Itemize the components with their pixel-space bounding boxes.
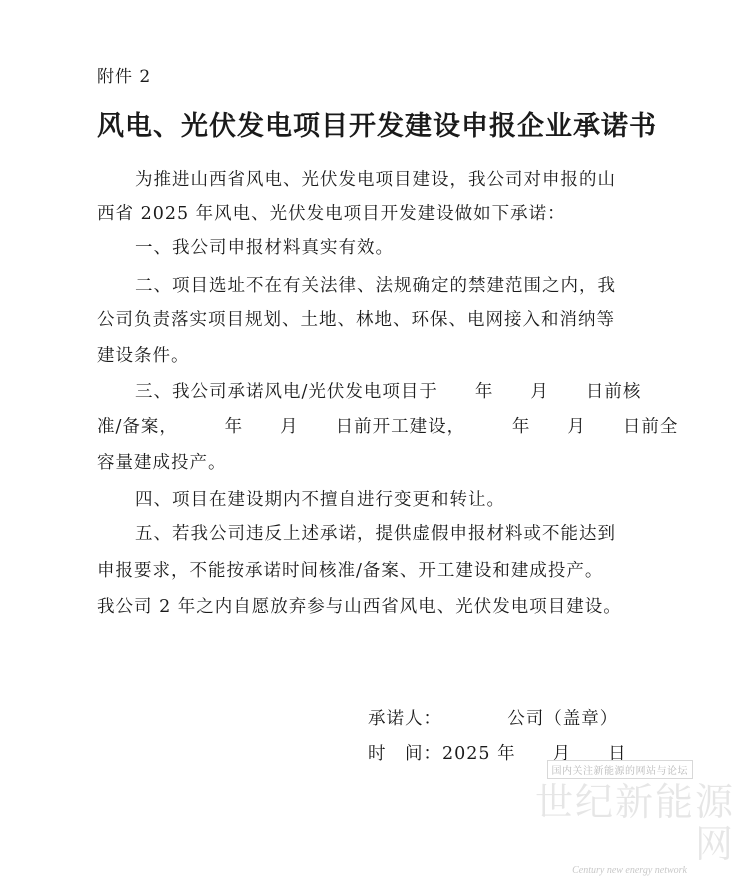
promisor-line: 承诺人： 公司（盖章）: [368, 709, 619, 729]
intro-line-1: 为推进山西省风电、光伏发电项目建设，我公司对申报的山: [135, 170, 616, 190]
commitment-item-3-line-1: 三、我公司承诺风电/光伏发电项目于 年 月 日前核: [135, 382, 642, 402]
commitment-item-3-line-3: 容量建成投产。: [97, 453, 227, 473]
commitment-item-5-line-1: 五、若我公司违反上述承诺，提供虚假申报材料或不能达到: [135, 524, 616, 544]
watermark-english: Century new energy network: [572, 865, 687, 876]
commitment-item-4: 四、项目在建设期内不擅自进行变更和转让。: [135, 490, 505, 510]
commitment-item-2-line-2: 公司负责落实项目规划、土地、林地、环保、电网接入和消纳等: [97, 310, 615, 330]
watermark-logo-text: 世纪新能源网: [534, 780, 735, 866]
attachment-label: 附件 2: [97, 67, 152, 87]
commitment-item-1: 一、我公司申报材料真实有效。: [135, 238, 394, 258]
commitment-item-2-line-1: 二、项目选址不在有关法律、法规确定的禁建范围之内，我: [135, 276, 616, 296]
intro-line-2: 西省 2025 年风电、光伏发电项目开发建设做如下承诺：: [97, 204, 566, 224]
commitment-item-5-line-3: 我公司 2 年之内自愿放弃参与山西省风电、光伏发电项目建设。: [97, 597, 622, 617]
watermark-caption: 国内关注新能源的网站与论坛: [547, 760, 694, 779]
document-title: 风电、光伏发电项目开发建设申报企业承诺书: [97, 111, 657, 142]
commitment-item-5-line-2: 申报要求，不能按承诺时间核准/备案、开工建设和建成投产。: [97, 561, 604, 581]
commitment-item-2-line-3: 建设条件。: [97, 346, 190, 366]
watermark: [505, 759, 735, 876]
date-line: 时 间：2025 年 月 日: [368, 744, 627, 764]
commitment-item-3-line-2: 准/备案， 年 月 日前开工建设， 年 月 日前全: [97, 417, 679, 437]
